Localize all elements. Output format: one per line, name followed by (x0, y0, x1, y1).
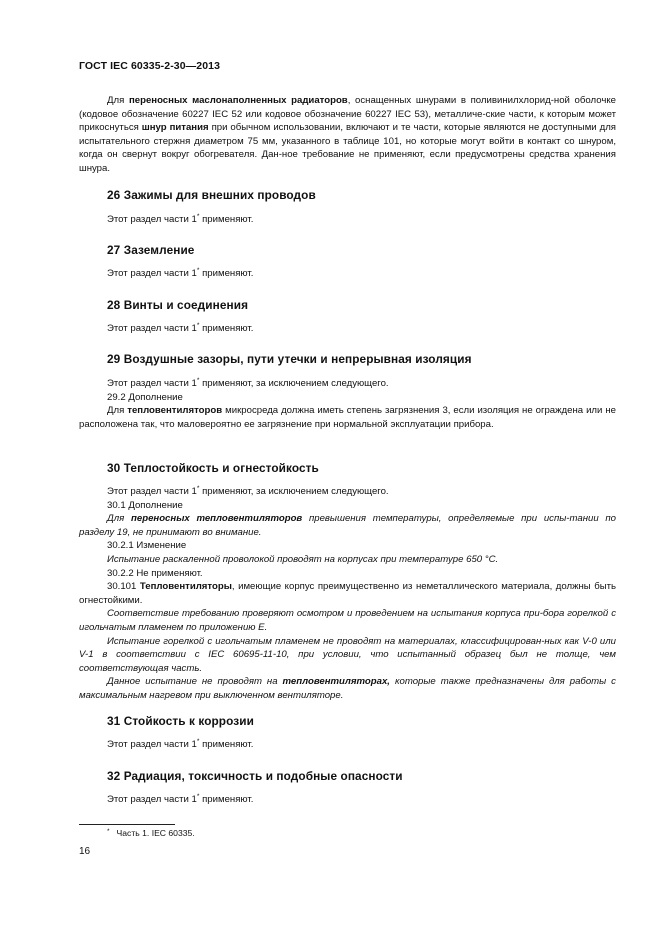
section-30-body: Этот раздел части 1* применяют, за исключением следующего. 30.1 Дополнение Для переносных тепловентиляторов превышения температуры, определяемые при испы-тании по разделу 19, не принимают во внимание. 30.2.1 Изменение Испытание раскаленной проволокой проводят на корпусах при температуре 650 °С. 30.2.2 Не применяют. 30.101 Тепловентиляторы, имеющие корпус преимущественно из неметаллического материала, должны быть огнестойкими. Соответствие требованию проверяют осмотром и проведением на испытания корпуса при-бора горелкой с игольчатым пламенем по приложению Е. Испытание горелкой с игольчатым пламенем не проводят на материалах, классифицирован-ных как V-0 или V-1 в соответствии с IEC 60695-11-10, при условии, что испытанный образец был не толще, чем соответствующая часть. Данное испытание не проводят на тепловентиляторах, которые также предназначены для работы с максимальным нагревом при выключенном вентиляторе. (79, 485, 617, 701)
intro-paragraph: Для переносных маслонаполненных радиаторов, оснащенных шнурами в поливинилхлорид-ной оболочке (кодовое обозначение 60227 IEC 52 или кодовое обозначение 60227 IEC 53), металличе-ские части, к которым может прикоснуться шнур питания при обычном использовании, включают и те части, которые являются не доступными для испытательного стержня диаметром 75 мм, указанного в таблице 101, но которые могут войти в контакт со шнуром, когда он свернут вокруг обогревателя. Дан-ное требование не применяют, если предусмотрены средства хранения шнура. (79, 95, 616, 174)
section-26-text: Этот раздел части 1* применяют. (107, 213, 254, 225)
document-header: ГОСТ IEC 60335-2-30—2013 (79, 60, 221, 72)
section-32-heading: 32 Радиация, токсичность и подобные опасности (107, 769, 403, 783)
section-30-heading: 30 Теплостойкость и огнестойкость (107, 461, 319, 475)
section-27-text: Этот раздел части 1* применяют. (107, 267, 254, 279)
footnote: * Часть 1. IEC 60335. (107, 828, 195, 838)
section-29-heading: 29 Воздушные зазоры, пути утечки и непрерывная изоляция (107, 352, 472, 366)
section-27-heading: 27 Заземление (107, 243, 195, 257)
section-32-text: Этот раздел части 1* применяют. (107, 793, 254, 805)
section-29-body: Этот раздел части 1* применяют, за исключением следующего. 29.2 Дополнение Для тепловентиляторов микросреда должна иметь степень загрязнения 3, если изоляция не ограждена или не расположена так, что маловероятно ее загрязнение при нормальной эксплуатации прибора. (79, 377, 616, 430)
footnote-divider (79, 824, 175, 825)
section-31-text: Этот раздел части 1* применяют. (107, 738, 254, 750)
section-26-heading: 26 Зажимы для внешних проводов (107, 188, 316, 202)
section-31-heading: 31 Стойкость к коррозии (107, 714, 254, 728)
page-number: 16 (79, 846, 91, 857)
section-28-heading: 28 Винты и соединения (107, 298, 249, 312)
section-28-text: Этот раздел части 1* применяют. (107, 322, 254, 334)
